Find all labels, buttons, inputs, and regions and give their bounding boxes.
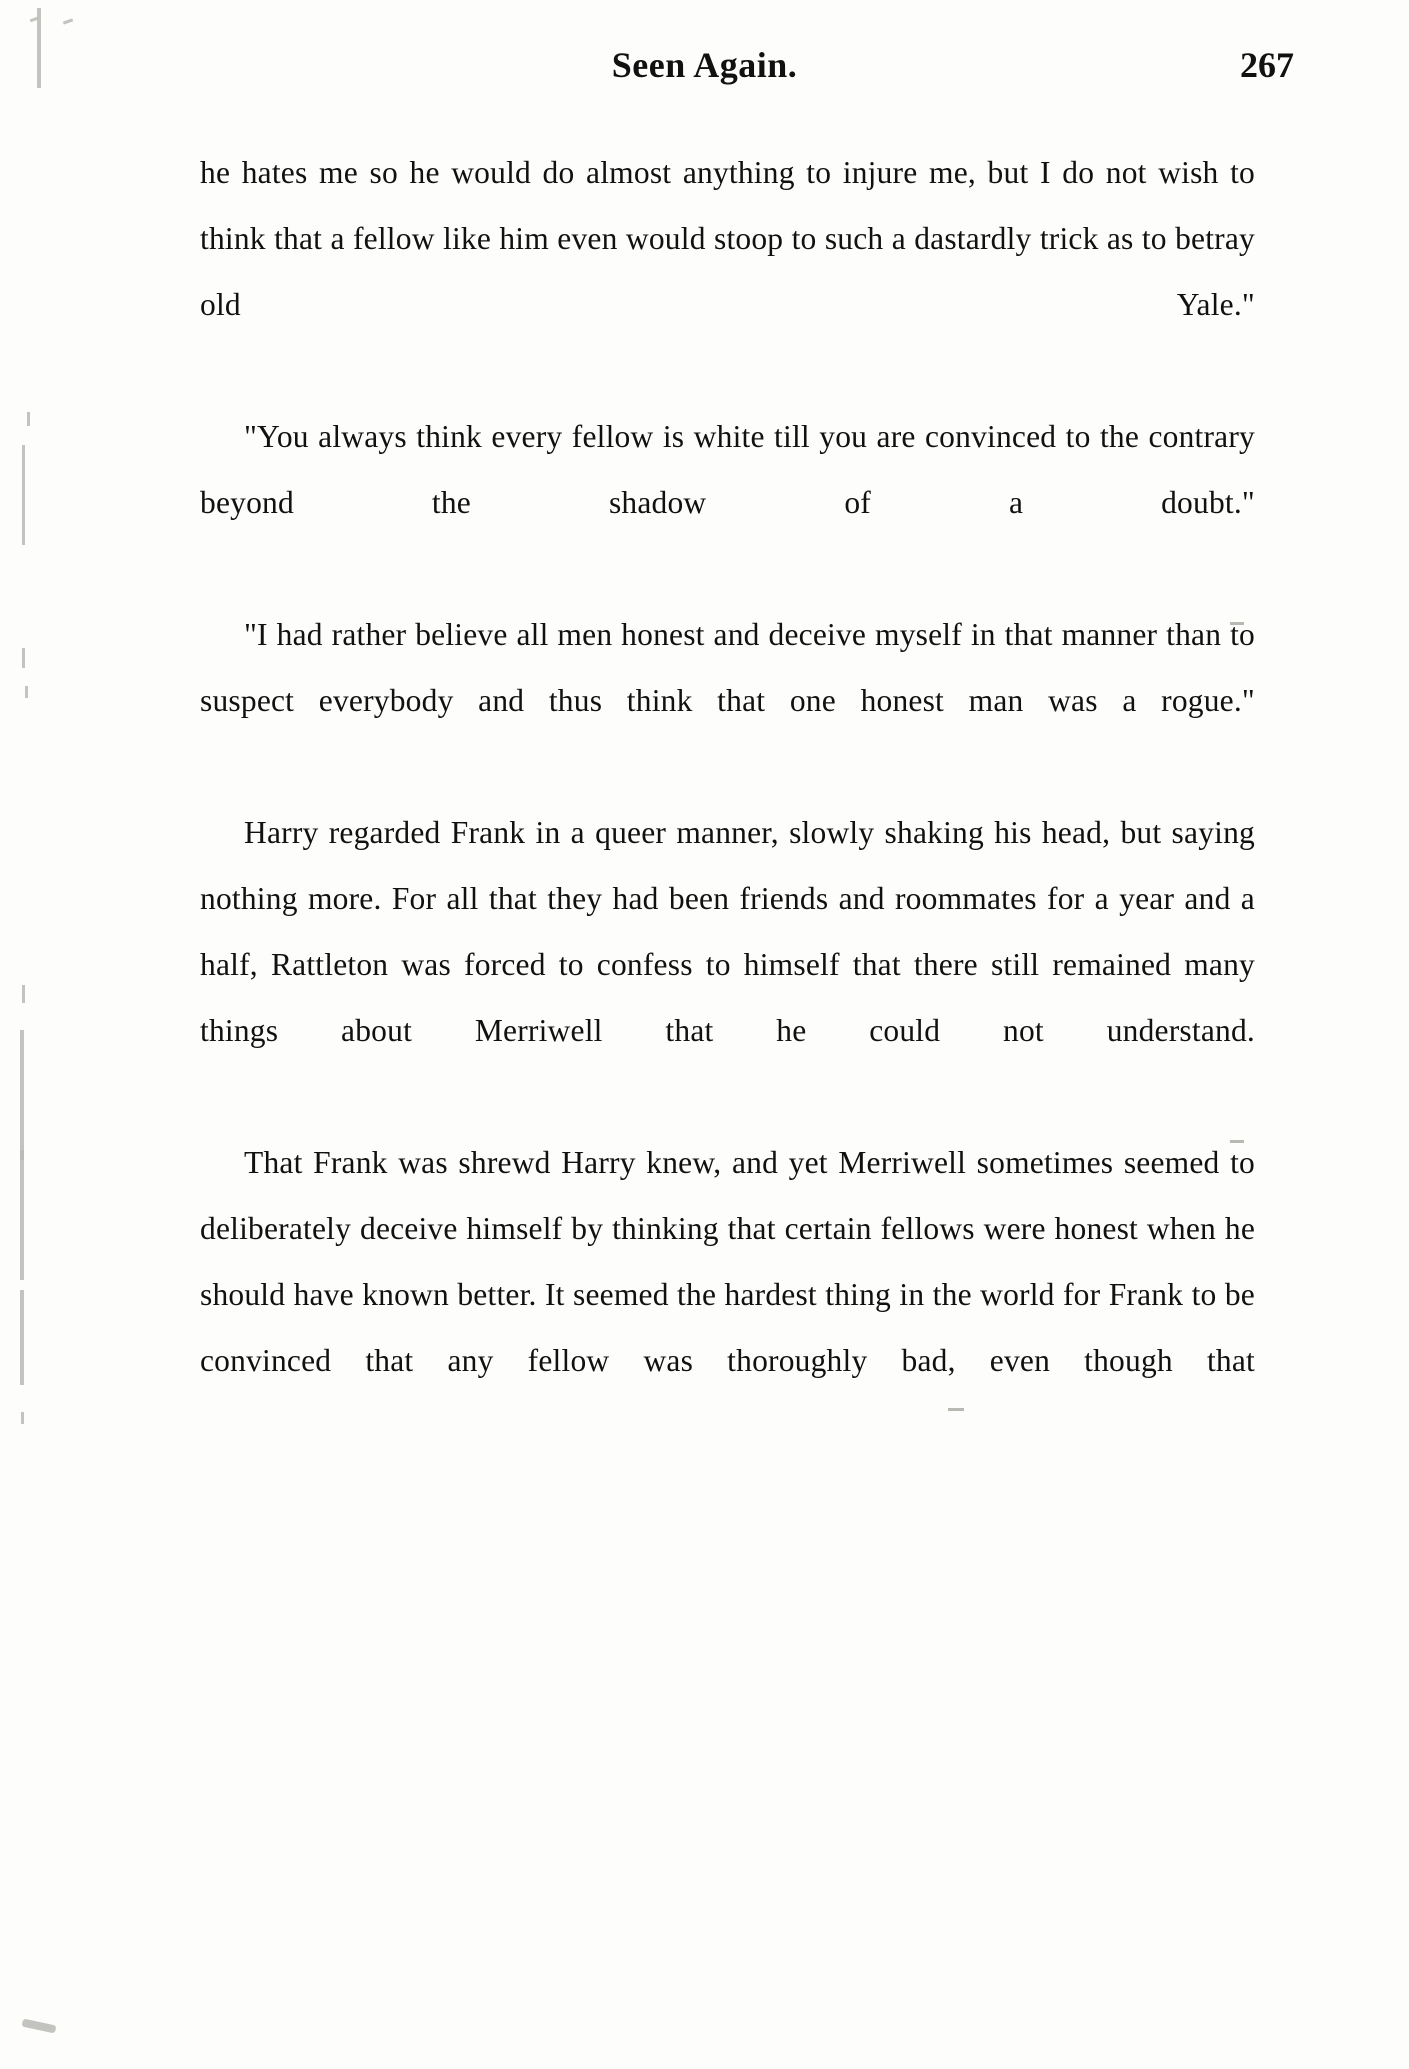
scan-artifact-gutter-3 (63, 18, 73, 24)
scan-artifact-gutter-11 (20, 1290, 24, 1385)
paragraph: he hates me so he would do almost anything to injure me, but I do not wish to think that a fellow like him even would stoop to such a dastardly trick as to betray old Yale." (200, 155, 1255, 322)
scan-artifact-gutter-5 (22, 445, 25, 545)
scan-artifact-gutter-8 (22, 985, 25, 1003)
page-header (0, 26, 1409, 86)
scan-artifact-gutter-4 (27, 412, 30, 426)
paragraph: "I had rather believe all men honest and deceive myself in that manner than to suspect everybody and thus think that one honest man was a rogue." (200, 617, 1255, 718)
page-number: 267 (1240, 45, 1294, 85)
running-title: Seen Again. (611, 45, 798, 85)
scan-artifact-gutter-10 (20, 1150, 24, 1280)
body-text (200, 140, 1255, 1460)
paragraph: "You always think every fellow is white till you are convinced to the contrary beyond the shadow of a doubt." (200, 419, 1255, 520)
scan-artifact-gutter-9 (20, 1030, 24, 1160)
scan-artifact-gutter-6 (22, 648, 25, 668)
paragraph: Harry regarded Frank in a queer manner, slowly shaking his head, but saying nothing more. For all that they had been friends and roommates for a year and a half, Rattleton was forced to confess to himself that there still remained many things about Merriwell that he could not understand. (200, 815, 1255, 1048)
scan-artifact-gutter-7 (25, 686, 28, 698)
paragraph: That Frank was shrewd Harry knew, and yet Merriwell sometimes seemed to deliberately deceive himself by thinking that certain fellows were honest when he should have known better. It seemed the hardest thing in the world for Frank to be convinced that any fellow was thoroughly bad, even though that (200, 1145, 1255, 1378)
scan-artifact-corner (22, 2019, 57, 2034)
scan-artifact-gutter-12 (21, 1412, 24, 1424)
